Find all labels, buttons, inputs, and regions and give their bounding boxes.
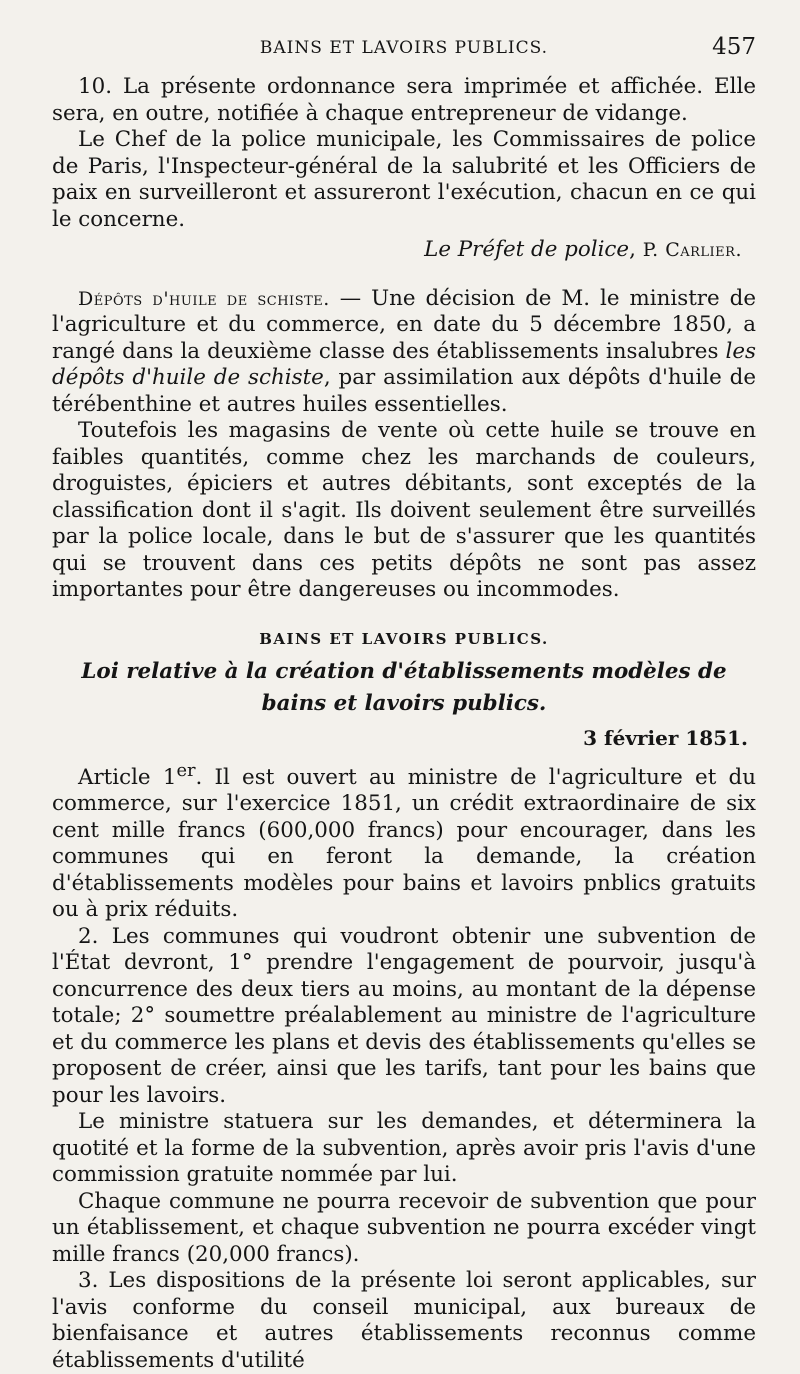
article-1-label: Article 1	[78, 765, 176, 790]
execution-paragraph: Le Chef de la police municipale, les Commissaires de police de Paris, l'Inspecteur-général de la salubrité et les Officiers de paix en surveilleront et assureront l'exécution, chacun en ce qui le concerne.	[52, 127, 756, 233]
article-1-text: . Il est ouvert au ministre de l'agriculture et du commerce, sur l'exercice 1851, un crédit extraordinaire de six cent mille francs (600,000 francs) pour encourager, dans les communes qui en feront la demande, la création d'établissements modèles pour bains et lavoirs pnblics gratuits ou à prix réduits.	[52, 765, 756, 923]
section-heading: BAINS ET LAVOIRS PUBLICS.	[52, 630, 756, 648]
page-number: 457	[712, 34, 756, 60]
law-body	[52, 758, 756, 1374]
article-1-paragraph	[52, 758, 756, 924]
depots-paragraph-1	[52, 286, 756, 419]
signature-name: P. Carlier.	[643, 239, 742, 261]
depots-paragraph-2: Toutefois les magasins de vente où cette huile se trouve en faibles quantités, comme chez les marchands de couleurs, droguistes, épiciers et autres débitants, sont exceptés de la classification dont il s'agit. Ils doivent seulement être surveillés par la police locale, dans le but de s'assurer que les quantités qui se trouvent dans ces petits dépôts ne sont pas assez importantes pour être dangereuses ou incommodes.	[52, 418, 756, 604]
signature-title: Le Préfet de police	[424, 237, 629, 262]
article-3-paragraph: 3. Les dispositions de la présente loi seront applicables, sur l'avis conforme du conseil municipal, aux bureaux de bienfaisance et autres établissements reconnus comme établissements d'utilité	[52, 1268, 756, 1374]
depots-text-b: , par assimilation aux dépôts d'huile de térébenthine et autres huiles essentielles.	[52, 365, 756, 417]
article-2-paragraph-2: Le ministre statuera sur les demandes, et déterminera la quotité et la forme de la subvention, après avoir pris l'avis d'une commission gratuite nommée par lui.	[52, 1109, 756, 1189]
law-date: 3 février 1851.	[52, 726, 748, 750]
depots-section	[52, 286, 756, 604]
depots-heading: Dépôts d'huile de schiste.	[78, 288, 330, 310]
running-title: BAINS ET LAVOIRS PUBLICS.	[52, 38, 756, 58]
article-2-paragraph-3: Chaque commune ne pourra recevoir de subvention que pour un établissement, et chaque subvention ne pourra excéder vingt mille francs (20,000 francs).	[52, 1189, 756, 1269]
article-1-sup: er	[176, 760, 195, 781]
depots-italic: les dépôts d'huile de schiste	[52, 339, 756, 391]
law-title: Loi relative à la création d'établissements modèles de bains et lavoirs publics.	[52, 656, 756, 720]
running-header	[52, 34, 756, 74]
article-2-paragraph: 2. Les communes qui voudront obtenir une subvention de l'État devront, 1° prendre l'engagement de pourvoir, jusqu'à concurrence des deux tiers au moins, au montant de la dépense totale; 2° soumettre préalablement au ministre de l'agriculture et du commerce les plans et devis des établissements qu'elles se proposent de créer, ainsi que les tarifs, tant pour les bains que pour les lavoirs.	[52, 924, 756, 1110]
depots-text-a: — Une décision de M. le ministre de l'agriculture et du commerce, en date du 5 décembre 1850, a rangé dans la deuxième classe des établissements insalubres	[52, 286, 756, 364]
body-text	[52, 74, 756, 233]
article-10-paragraph: 10. La présente ordonnance sera imprimée et affichée. Elle sera, en outre, notifiée à chaque entrepreneur de vidange.	[52, 74, 756, 127]
signature: Le Préfet de police, P. Carlier.	[52, 237, 742, 264]
